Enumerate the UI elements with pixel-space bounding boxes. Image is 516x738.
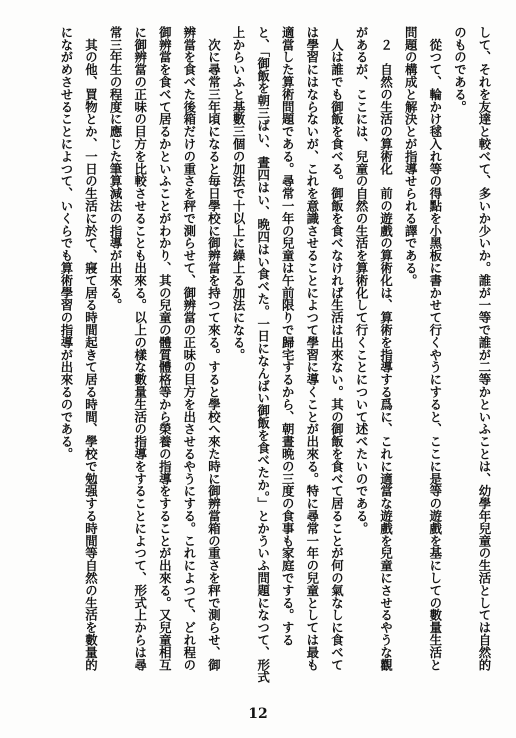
text-line: 常三年生の程度に應じた筆算減法の指導が出來る。 [108,26,124,312]
text-line: 適當した算術問題である。尋常一年の兒童は午前限りで歸宅するから、朝晝晩の三度の食事も家庭でする。する [280,26,296,646]
text-line: 辨當を食べた後箱だけの重さを秤で測らせて、御辨當の正味の目方を出させるやうにする。これによつて、どれ程の [181,26,197,671]
text-line: と、「御飯を朝三ばい、晝四はい、晩四はい食べた。一日になんばい御飯を食べたか。」とかういふ問題になつて、形式 [255,26,271,684]
text-line: 問題の構成と解決とが指導せられる譯である。 [403,26,419,287]
vertical-text-body [20,26,496,686]
page-number: 12 [248,706,268,722]
text-line: 次に尋常三年頃になると毎日學校に御辨當を持つて來る。すると學校へ來た時に御辨當箱の重さを秤で測らせ、御 [206,26,222,671]
text-line: して、それを友達と較べて、多いか少いか。誰が一等で誰が二等かといふことは、幼學年兒童の生活としては自然的 [477,26,492,671]
text-line: 從つて、輪かけ毬入れ等の得點を小黑板に書かせて行くやうにすると、ここに是等の遊戲を基にしての數量生活と [427,26,443,671]
text-line: にながめさせることによつて、いくらでも算術學習の指導が出來るのである。 [58,26,74,460]
text-line: は學習にはならないが、これを意識させることによつて學習に導くことが出來る。特に尋常一年の兒童としては最も [304,26,320,671]
text-line: に御辨當の正味の目方を比較させることも出來る。以上の樣な數量生活の指導をすることによつて、形式上からは尋 [132,26,148,671]
text-line: 人は誰でも御飯を食べる。御飯を食べなければ生活は出來ない。其の御飯を食べて居ることが何の氣なしに食べて [329,26,345,671]
text-line: があるが、ここには、兒童の自然の生活を算術化して行くことについて述べたいのである。 [354,26,370,535]
text-line: ２ 自然の生活の算術化 前の遊戲の算術化は、算術を指導する爲に、これに適當な遊戲を兒童にさせるやうな觀 [378,26,394,671]
text-line: 其の他、買物とか、一日の生活に於て、寢て居る時間起きて居る時間、學校で勉强する時間等自然の生活を數量的 [83,26,99,671]
text-line: のものである。 [452,26,468,113]
text-line: 御辨當を食べて居るかといふことがわかり、其の兒童の體質體格等から榮養の指導をすることが出來る。又兒童相互 [157,26,173,671]
text-line: 上からいふと基數三個の加法で十以上に繰上る加法になる。 [231,26,247,361]
